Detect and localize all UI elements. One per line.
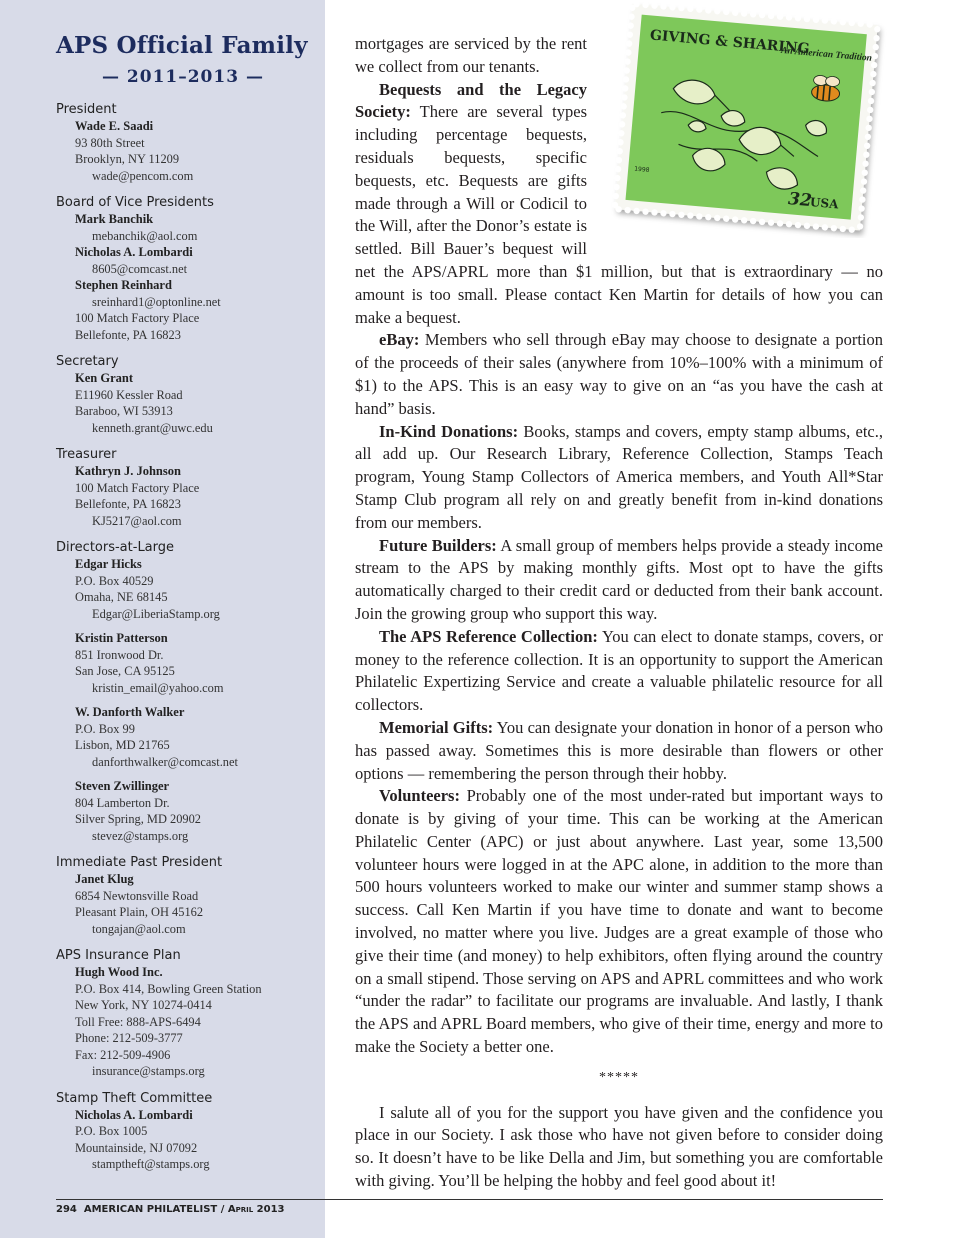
stamp-subtitle: An American Tradition bbox=[780, 45, 873, 64]
officer-email-link[interactable]: kristin_email@yahoo.com bbox=[92, 680, 224, 695]
heading-memorial-gifts: Memorial Gifts: bbox=[379, 717, 494, 737]
officer-address-line: Brooklyn, NY 11209 bbox=[75, 152, 180, 166]
officer-section bbox=[56, 101, 325, 184]
officer-name: Edgar Hicks bbox=[75, 557, 142, 571]
paragraph-volunteers bbox=[355, 785, 883, 1059]
officer-role: Stamp Theft Committee bbox=[56, 1090, 213, 1106]
page-footer bbox=[56, 1204, 285, 1215]
officer-address-line: 100 Match Factory Place bbox=[75, 311, 200, 325]
officer-address-line: 851 Ironwood Dr. bbox=[75, 647, 164, 662]
officer-name: Mark Banchik bbox=[75, 212, 154, 226]
officer-email-link[interactable]: insurance@stamps.org bbox=[92, 1064, 205, 1078]
officer-entry bbox=[56, 630, 325, 696]
officer-email-link[interactable]: mebanchik@aol.com bbox=[92, 228, 198, 243]
stamp-image bbox=[601, 0, 889, 238]
officer-email-link[interactable]: danforthwalker@comcast.net bbox=[92, 754, 238, 769]
officer-entry bbox=[56, 964, 325, 1080]
officer-name: Stephen Reinhard bbox=[75, 278, 172, 292]
officer-address-line: 100 Match Factory Place bbox=[75, 480, 200, 495]
issue-date: / April 2013 bbox=[220, 1204, 285, 1215]
text-reference-collection: You can elect to donate stamps, covers, or money to the reference collection. It is an opportunity to support the American Philatelic Expertizing Service and create a valuable philatelic resource for all collectors. bbox=[355, 626, 883, 715]
paragraph-memorial-gifts bbox=[355, 717, 883, 785]
officer-entry bbox=[56, 118, 325, 184]
footer-divider bbox=[56, 1199, 883, 1200]
shared-address bbox=[56, 310, 325, 343]
stamp-title: GIVING & SHARING bbox=[649, 27, 811, 58]
officer-address-line: P.O. Box 99 bbox=[75, 721, 135, 736]
paragraph-ebay bbox=[355, 329, 883, 420]
giving-sharing-stamp bbox=[601, 0, 889, 238]
officer-role: Board of Vice Presidents bbox=[56, 195, 214, 210]
officer-address-line: P.O. Box 414, Bowling Green Station bbox=[75, 981, 262, 996]
officer-address-line: P.O. Box 40529 bbox=[75, 573, 154, 588]
officer-address-line: 6854 Newtonsville Road bbox=[75, 888, 199, 903]
officer-address-line: Omaha, NE 68145 bbox=[75, 590, 168, 604]
officer-role: APS Insurance Plan bbox=[56, 948, 181, 963]
officer-address-line: 804 Lamberton Dr. bbox=[75, 795, 170, 810]
officer-address-line: E11960 Kessler Road bbox=[75, 387, 183, 402]
heading-bequests: Bequests and the Legacy Society: bbox=[355, 79, 587, 122]
officer-address-line: Baraboo, WI 53913 bbox=[75, 404, 173, 418]
officer-name: Janet Klug bbox=[75, 872, 134, 886]
officer-entry bbox=[56, 244, 325, 277]
officer-role: Secretary bbox=[56, 354, 119, 369]
officer-name: Kathryn J. Johnson bbox=[75, 464, 181, 478]
heading-ebay: eBay: bbox=[379, 330, 420, 350]
officer-role: Directors-at-Large bbox=[56, 540, 175, 555]
officer-name: Wade E. Saadi bbox=[75, 119, 154, 133]
officer-email-link[interactable]: stamptheft@stamps.org bbox=[92, 1157, 210, 1171]
officer-section bbox=[56, 539, 325, 844]
paragraph-reference-collection bbox=[355, 626, 883, 717]
heading-in-kind: In-Kind Donations: bbox=[379, 421, 519, 441]
officer-name: Nicholas A. Lombardi bbox=[75, 245, 193, 259]
officer-email-link[interactable]: tongajan@aol.com bbox=[92, 921, 186, 936]
paragraph-closing: I salute all of you for the support you have given and the confidence you place in our Society. I ask those who have not given before to consider doing so. It doesn’t have to be like Della and Jim, but something you are comfortable with giving. You’ll be helping the hobby and feel good about it! bbox=[355, 1102, 883, 1191]
officer-name: Hugh Wood Inc. bbox=[75, 965, 163, 979]
officer-section bbox=[56, 446, 325, 529]
text-ebay: Members who sell through eBay may choose to designate a portion of the proceeds of their sales (anywhere from 10%–100% with a minimum of $1) to the APS. This is an easy way to give on an “as you have the cash at hand” basis. bbox=[355, 330, 883, 418]
officer-role: President bbox=[56, 102, 117, 117]
section-separator: ***** bbox=[599, 1069, 639, 1085]
officer-entry bbox=[56, 370, 325, 436]
officer-email-link[interactable]: KJ5217@aol.com bbox=[92, 513, 182, 528]
paragraph-future-builders bbox=[355, 535, 883, 626]
officer-address-line: San Jose, CA 95125 bbox=[75, 664, 175, 678]
officer-name: Ken Grant bbox=[75, 371, 133, 385]
officer-entry bbox=[56, 704, 325, 770]
officer-section bbox=[56, 194, 325, 343]
officer-email-link[interactable]: wade@pencom.com bbox=[92, 168, 194, 183]
bee-icon bbox=[811, 75, 841, 102]
officer-address-line: Toll Free: 888-APS-6494 bbox=[75, 1014, 201, 1029]
officer-name: Kristin Patterson bbox=[75, 631, 168, 645]
officer-entry bbox=[56, 277, 325, 310]
officer-name: W. Danforth Walker bbox=[75, 705, 185, 719]
officer-section bbox=[56, 854, 325, 937]
publication-name: AMERICAN PHILATELIST bbox=[83, 1204, 218, 1215]
officer-sections bbox=[56, 101, 325, 1173]
text-memorial-gifts: You can designate your donation in honor of a person who has passed away. Sometimes this is more desirable than flowers or other options — remembering the person through their hobby. bbox=[355, 717, 883, 783]
officer-role: Immediate Past President bbox=[56, 855, 223, 870]
officer-address-line: Lisbon, MD 21765 bbox=[75, 738, 170, 752]
officer-email-link[interactable]: Edgar@LiberiaStamp.org bbox=[92, 606, 220, 621]
officer-name: Steven Zwillinger bbox=[75, 779, 170, 793]
text-bequests: There are several types including percentage bequests, residuals bequests, specific bequests, etc. Bequests are gifts made through a Will or Codicil to the Will, after the Donor’s estate is settled. Bill Bauer’s bequest will net the APS/APRL more than $1 million, but that is extraordinary — no amount is too small. Please contact Ken Martin for details of how you can make a bequest. bbox=[355, 102, 883, 327]
officer-email-link[interactable]: sreinhard1@optonline.net bbox=[92, 294, 221, 309]
text-volunteers: Probably one of the most under-rated but important ways to donate is by giving of your time. This can be working at the American Philatelic Center (APC) or just about anywhere. Last year, some 13,500 volunteer hours were logged in at the APC alone, in addition to the more than 500 hours volunteers worked to make our winter and summer stamp shows a success. Call Ken Martin if you have time to donate and want to become involved, no matter where you live. Judges are a great example of those who give their time (and money) to help exhibitors, often flying around the country on a small stipend. Those serving on APS and APRL committees and who work “under the radar” to facilitate our programs are invaluable. And lastly, I thank the APS and APRL Board members, who give of their time, energy and more to make the Society a better one. bbox=[355, 786, 883, 1057]
officer-email-link[interactable]: 8605@comcast.net bbox=[92, 261, 188, 276]
officer-address-line: Phone: 212-509-3777 bbox=[75, 1031, 183, 1045]
officer-entry bbox=[56, 871, 325, 937]
page-number: 294 bbox=[56, 1204, 77, 1215]
heading-future-builders: Future Builders: bbox=[379, 535, 497, 555]
officers-sidebar bbox=[0, 0, 325, 1238]
paragraph-intro: mortgages are serviced by the rent we collect from our tenants. bbox=[355, 34, 587, 76]
sidebar-title: APS Official Family bbox=[56, 32, 308, 59]
officer-section bbox=[56, 947, 325, 1080]
stamp-country: USA bbox=[809, 195, 839, 212]
text-future-builders: A small group of members helps provide a steady income stream to the APS by making monthly gifts. Most opt to have the gifts automatically charged to their credit card or deducted from their bank account. Join the growing group who support this way. bbox=[355, 535, 883, 623]
officer-address-line: Bellefonte, PA 16823 bbox=[75, 497, 181, 511]
officer-entry bbox=[56, 556, 325, 622]
officer-address-line: Silver Spring, MD 20902 bbox=[75, 812, 201, 826]
stamp-denomination: 32 bbox=[787, 189, 813, 212]
officer-address-line: Fax: 212-509-4906 bbox=[75, 1047, 171, 1062]
officer-section bbox=[56, 1090, 325, 1173]
heading-volunteers: Volunteers: bbox=[379, 786, 460, 806]
officer-address-line: Bellefonte, PA 16823 bbox=[75, 327, 181, 342]
officer-address-line: New York, NY 10274-0414 bbox=[75, 998, 212, 1012]
officer-entry bbox=[56, 211, 325, 244]
officer-email-link[interactable]: stevez@stamps.org bbox=[92, 828, 189, 843]
officer-address-line: Pleasant Plain, OH 45162 bbox=[75, 905, 204, 919]
officer-role: Treasurer bbox=[56, 447, 117, 462]
officer-section bbox=[56, 353, 325, 436]
sidebar-years: — 2011–2013 — bbox=[102, 67, 264, 87]
officer-entry bbox=[56, 1107, 325, 1173]
stamp-year: 1998 bbox=[633, 165, 650, 174]
officer-address-line: Mountainside, NJ 07092 bbox=[75, 1140, 198, 1155]
text-in-kind: Books, stamps and covers, empty stamp albums, etc., all add up. Our Research Library, Reference Collection, Stamps Teach program, Young Stamp Collectors of America members, and Youth All*Star Stamp Club program all rely on and greatly benefit from in-kind donations from our members. bbox=[355, 421, 883, 532]
officer-address-line: 93 80th Street bbox=[75, 135, 145, 150]
officer-name: Nicholas A. Lombardi bbox=[75, 1107, 193, 1122]
paragraph-in-kind bbox=[355, 421, 883, 535]
officer-email-link[interactable]: kenneth.grant@uwc.edu bbox=[92, 420, 213, 435]
officer-entry bbox=[56, 778, 325, 844]
article-body bbox=[355, 27, 883, 1193]
officer-address-line: P.O. Box 1005 bbox=[75, 1124, 148, 1138]
officer-entry bbox=[56, 463, 325, 529]
heading-reference-collection: The APS Reference Collection: bbox=[379, 626, 598, 646]
